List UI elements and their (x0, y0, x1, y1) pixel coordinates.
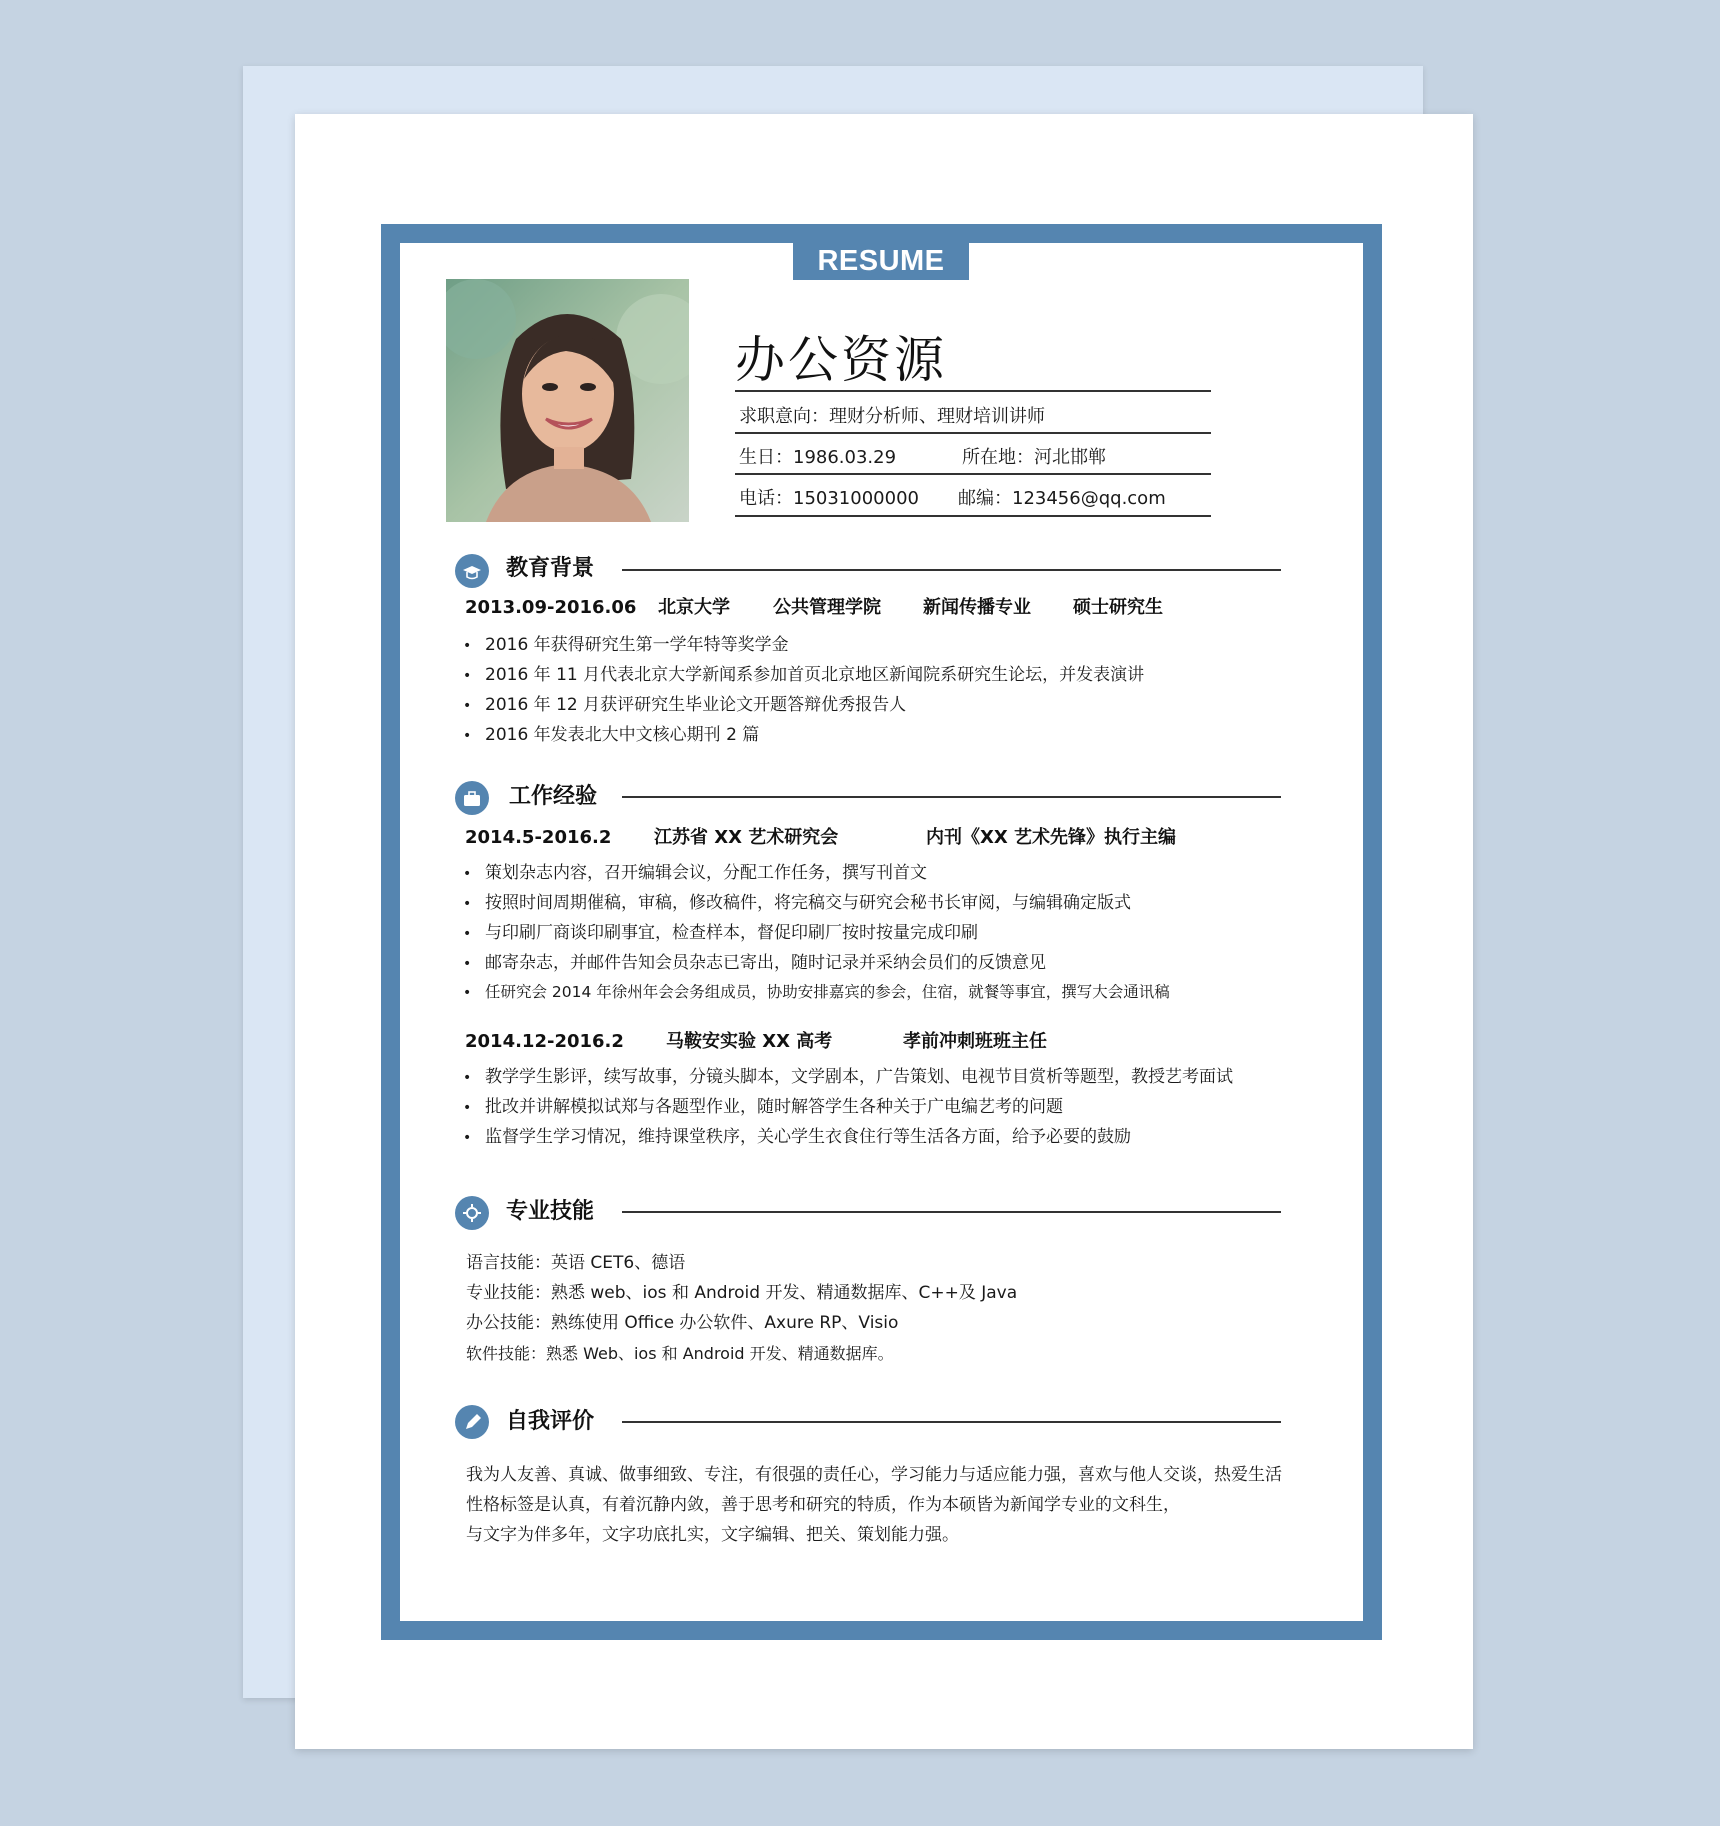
self-eval-rule (622, 1421, 1281, 1423)
list-item: • 批改并讲解模拟试郑与各题型作业，随时解答学生各种关于广电编艺考的问题 (463, 1097, 1063, 1117)
list-item: • 2016 年 12 月获评研究生毕业论文开题答辩优秀报告人 (463, 695, 907, 715)
skill-item: 语言技能：英语 CET6、德语 (466, 1253, 686, 1273)
job-role: 内刊《XX 艺术先锋》执行主编 (926, 827, 1177, 848)
job-org: 江苏省 XX 艺术研究会 (654, 827, 839, 848)
education-major: 新闻传播专业 (923, 597, 1031, 618)
self-eval-line: 我为人友善、真诚、做事细致、专注，有很强的责任心，学习能力与适应能力强，喜欢与他人交谈，热爱生活 (466, 1465, 1282, 1485)
phone: 电话：15031000000 (739, 488, 919, 509)
list-item: • 2016 年发表北大中文核心期刊 2 篇 (463, 725, 760, 745)
info-divider (735, 515, 1211, 517)
job-org: 马鞍安实验 XX 高考 (666, 1031, 833, 1052)
skills-rule (622, 1211, 1281, 1213)
location: 所在地：河北邯郸 (962, 447, 1106, 468)
job-period: 2014.12-2016.2 (465, 1031, 624, 1052)
job-period: 2014.5-2016.2 (465, 827, 612, 848)
education-period: 2013.09-2016.06 (465, 597, 637, 618)
self-eval-title: 自我评价 (506, 1409, 595, 1434)
education-degree: 硕士研究生 (1073, 597, 1163, 618)
skill-item: 软件技能：熟悉 Web、ios 和 Android 开发、精通数据库。 (466, 1344, 894, 1363)
self-eval-line: 性格标签是认真，有着沉静内敛，善于思考和研究的特质，作为本硕皆为新闻学专业的文科生， (466, 1495, 1180, 1515)
list-item: • 与印刷厂商谈印刷事宜，检查样本，督促印刷厂按时按量完成印刷 (463, 923, 978, 943)
self-eval-line: 与文字为伴多年，文字功底扎实，文字编辑、把关、策划能力强。 (466, 1525, 959, 1545)
list-item: • 邮寄杂志，并邮件告知会员杂志已寄出，随时记录并采纳会员们的反馈意见 (463, 953, 1046, 973)
birthday: 生日：1986.03.29 (739, 447, 897, 468)
briefcase-icon (455, 781, 489, 815)
list-item: • 任研究会 2014 年徐州年会会务组成员，协助安排嘉宾的参会，住宿，就餐等事宜，撰写大会通讯稿 (463, 983, 1170, 1001)
education-college: 公共管理学院 (773, 597, 881, 618)
skills-title: 专业技能 (506, 1199, 595, 1224)
email: 邮编：123456@qq.com (958, 488, 1166, 509)
candidate-name: 办公资源 (735, 331, 947, 389)
pen-icon (455, 1405, 489, 1439)
name-underline (735, 390, 1211, 392)
skill-item: 专业技能：熟悉 web、ios 和 Android 开发、精通数据库、C++及 Java (466, 1283, 1018, 1303)
graduation-cap-icon (455, 554, 489, 588)
education-title: 教育背景 (506, 556, 595, 581)
education-rule (622, 569, 1281, 571)
skill-item: 办公技能：熟练使用 Office 办公软件、Axure RP、Visio (466, 1313, 899, 1333)
profile-photo (446, 279, 689, 522)
job-intent: 求职意向：理财分析师、理财培训讲师 (739, 406, 1045, 427)
tools-icon (455, 1196, 489, 1230)
work-rule (622, 796, 1281, 798)
list-item: • 策划杂志内容，召开编辑会议，分配工作任务，撰写刊首文 (463, 863, 927, 883)
list-item: • 2016 年获得研究生第一学年特等奖学金 (463, 635, 789, 655)
list-item: • 按照时间周期催稿，审稿，修改稿件，将完稿交与研究会秘书长审阅，与编辑确定版式 (463, 893, 1131, 913)
education-school: 北京大学 (658, 597, 730, 618)
job-role: 孝前冲刺班班主任 (903, 1031, 1047, 1052)
list-item: • 教学学生影评，续写故事，分镜头脚本，文学剧本，广告策划、电视节目赏析等题型，教授艺考面试 (463, 1067, 1233, 1087)
list-item: • 监督学生学习情况，维持课堂秩序，关心学生衣食住行等生活各方面，给予必要的鼓励 (463, 1127, 1131, 1147)
list-item: • 2016 年 11 月代表北京大学新闻系参加首页北京地区新闻院系研究生论坛，并发表演讲 (463, 665, 1145, 685)
resume-label: RESUME (793, 243, 969, 280)
work-title: 工作经验 (509, 784, 598, 809)
info-divider (735, 473, 1211, 475)
info-divider (735, 432, 1211, 434)
